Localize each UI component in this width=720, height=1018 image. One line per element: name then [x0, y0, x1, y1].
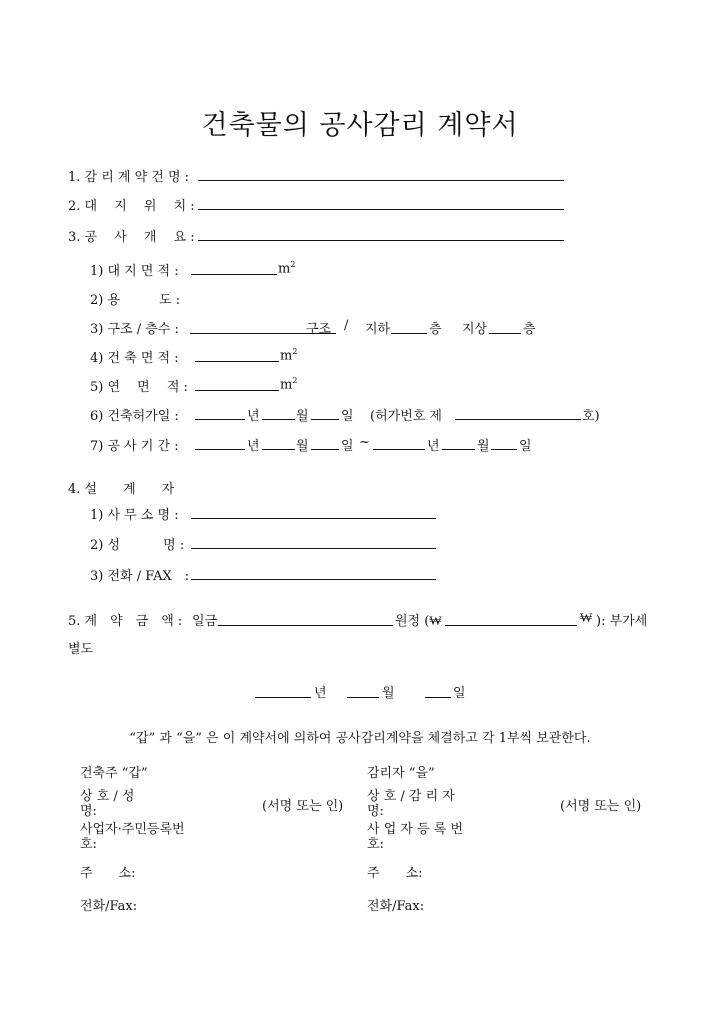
party-a-phone: 전화/Fax:	[80, 899, 138, 914]
text-date-month: 월	[382, 686, 395, 701]
text-won-symbol: ₩	[580, 611, 593, 626]
text-permit-prefix: (허가번호 제	[370, 409, 442, 424]
label-land-area: 1) 대 지 면 적 :	[90, 264, 179, 279]
input-line-end-day[interactable]	[491, 449, 517, 450]
label-permit-date: 6) 건축허가일 :	[90, 409, 179, 424]
label-usage: 2) 용 도 :	[90, 293, 181, 308]
input-line-permit-number[interactable]	[455, 419, 581, 420]
input-line-permit-month[interactable]	[262, 419, 295, 420]
input-line-contract-month[interactable]	[347, 697, 379, 698]
input-line-person-name[interactable]	[191, 548, 436, 549]
input-line-total-floor-area[interactable]	[195, 390, 279, 391]
input-line-contract-year[interactable]	[255, 697, 311, 698]
input-line-start-day[interactable]	[311, 449, 339, 450]
input-line-contract-name[interactable]	[198, 180, 564, 181]
text-tilde: ~	[359, 435, 370, 450]
text-year: 년	[247, 439, 260, 454]
text-year-2: 년	[427, 439, 440, 454]
party-a-sign[interactable]: (서명 또는 인)	[262, 799, 344, 814]
text-aboveground: 지상	[462, 322, 488, 337]
party-b-heading: 감리자 “을”	[367, 766, 435, 781]
text-slash: /	[344, 318, 349, 333]
party-a-name-label: 상 호 / 성 명:	[80, 789, 135, 819]
text-amount-suffix: ): 부가세	[596, 614, 648, 629]
label-total-floor-area: 5) 연 면 적 :	[90, 380, 188, 395]
party-b-reg-label: 사 업 자 등 록 번 호:	[367, 822, 464, 852]
input-line-amount-number[interactable]	[445, 625, 577, 626]
text-date-day: 일	[453, 686, 466, 701]
input-line-office-name[interactable]	[191, 518, 436, 519]
text-day-2: 일	[519, 439, 532, 454]
text-month-2: 월	[477, 439, 490, 454]
text-structure-word: 구조	[306, 322, 332, 337]
party-a-heading: 건축주 “갑”	[80, 766, 148, 781]
unit-square-meter: $m^2$	[280, 347, 298, 364]
input-line-building-area[interactable]	[195, 361, 279, 362]
party-a-address: 주 소:	[80, 866, 136, 881]
text-vat-note: 별도	[68, 642, 94, 657]
input-line-contract-day[interactable]	[425, 697, 451, 698]
text-amount-won: 원정 (₩	[395, 614, 442, 629]
input-line-land-area[interactable]	[191, 274, 277, 275]
label-contract-name: 1. 감 리 계 약 건 명 :	[68, 170, 190, 185]
input-line-overview[interactable]	[198, 240, 564, 241]
document-title: 건축물의 공사감리 계약서	[201, 110, 519, 141]
input-line-amount-korean[interactable]	[218, 625, 393, 626]
text-year: 년	[247, 409, 260, 424]
input-line-end-month[interactable]	[442, 449, 475, 450]
input-line-start-month[interactable]	[262, 449, 295, 450]
input-line-site-location[interactable]	[198, 209, 564, 210]
label-structure: 3) 구조 / 층수 :	[90, 322, 179, 337]
party-b-sign[interactable]: (서명 또는 인)	[560, 799, 642, 814]
input-line-end-year[interactable]	[373, 449, 425, 450]
text-day: 일	[341, 439, 354, 454]
party-b-address: 주 소:	[367, 866, 423, 881]
text-floor-1: 층	[429, 322, 442, 337]
party-a-reg-label: 사업자·주민등록번 호:	[80, 822, 185, 852]
text-month: 월	[296, 439, 309, 454]
label-building-area: 4) 건 축 면 적 :	[90, 351, 179, 366]
label-construction-period: 7) 공 사 기 간 :	[90, 439, 179, 454]
unit-square-meter: $m^2$	[278, 260, 296, 277]
text-basement: 지하	[365, 322, 391, 337]
agreement-sentence: “갑” 과 “을” 은 이 계약서에 의하여 공사감리계약을 체결하고 각 1부씩 보관한다.	[129, 731, 591, 746]
input-line-phone-fax[interactable]	[191, 579, 436, 580]
text-amount-prefix: 일금	[192, 614, 218, 629]
text-floor-2: 층	[523, 322, 536, 337]
text-day: 일	[341, 409, 354, 424]
label-office-name: 1) 사 무 소 명 :	[90, 508, 179, 523]
text-month: 월	[296, 409, 309, 424]
label-overview: 3. 공 사 개 요 :	[68, 230, 195, 245]
label-designer: 4. 설 계 자	[68, 482, 175, 497]
label-contract-amount: 5. 계 약 금 액 :	[68, 614, 183, 629]
input-line-permit-year[interactable]	[195, 419, 245, 420]
input-line-above-floors[interactable]	[489, 333, 521, 334]
input-line-basement-floors[interactable]	[391, 333, 427, 334]
text-permit-suffix: 호)	[582, 409, 600, 424]
label-site-location: 2. 대 지 위 치 :	[68, 199, 195, 214]
party-b-phone: 전화/Fax:	[367, 899, 425, 914]
party-b-name-label: 상 호 / 감 리 자 명:	[367, 789, 455, 819]
label-phone-fax: 3) 전화 / FAX :	[90, 569, 190, 584]
text-date-year: 년	[314, 686, 327, 701]
unit-square-meter: $m^2$	[280, 376, 298, 393]
input-line-start-year[interactable]	[195, 449, 245, 450]
label-person-name: 2) 성 명 :	[90, 538, 185, 553]
input-line-permit-day[interactable]	[311, 419, 339, 420]
